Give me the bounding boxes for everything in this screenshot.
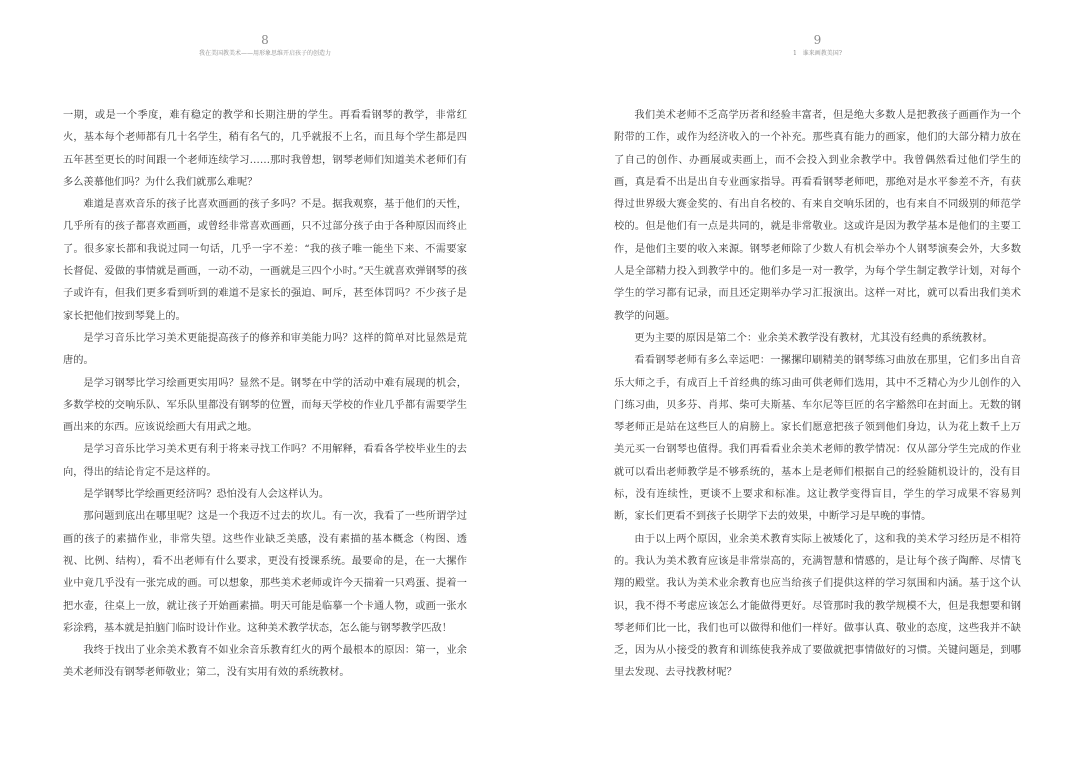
paragraph: 是学钢琴比学绘画更经济吗？恐怕没有人会这样认为。 bbox=[83, 489, 330, 501]
paragraph: 更为主要的原因是第二个：业余美术教学没有教材，尤其没有经典的系统教材。 bbox=[634, 332, 993, 344]
paragraph: 那问题到底出在哪里呢？这是一个我迈不过去的坎儿。有一次，我看了一些所谓学过画的孩子的素描作业，非常失望。这些作业缺乏美感，没有素描的基本概念（构图、透视、比例、结构），看不出老师有什么要求，更没有授课系统。最要命的是，在一大摞作业中竟几乎没有一张完成的画。可以想象，那些美术老师或许今天揣着一只鸡蛋、提着一把水壶，往桌上一放，就让孩子开始画素描。明天可能是临摹一个卡通人物，或画一张水彩涂鸦，基本就是拍脑门临时设计作业。这种美术教学状态，怎么能与钢琴教学匹敌！ bbox=[63, 511, 467, 634]
left-page bbox=[63, 0, 467, 762]
right-running-title: 1 谁来画教美国? bbox=[792, 50, 843, 57]
right-page bbox=[614, 0, 1021, 762]
paragraph: 难道是喜欢音乐的孩子比喜欢画画的孩子多吗？不是。据我观察，基于他们的天性，几乎所有的孩子都喜欢画画，或曾经非常喜欢画画，只不过部分孩子由于各种原因而终止了。很多家长都和我说过同一句话，几乎一字不差：“我的孩子唯一能坐下来、不需要家长督促、爱做的事情就是画画，一动不动，一画就是三四个小时。”天生就喜欢弹钢琴的孩子或许有，但我们更多看到听到的难道不是家长的强迫、呵斥，甚至体罚吗？不少孩子是家长把他们按到琴凳上的。 bbox=[63, 199, 467, 322]
paragraph: 看看钢琴老师有多么幸运吧：一摞摞印刷精美的钢琴练习曲放在那里，它们多出自音乐大师之手，有成百上千首经典的练习曲可供老师们选用，其中不乏精心为少儿创作的入门练习曲，贝多芬、肖邦、柴可夫斯基、车尔尼等巨匠的名字豁然印在封面上。无数的钢琴老师正是站在这些巨人的肩膀上。家长们愿意把孩子领到他们身边，认为花上数千上万美元买一台钢琴也值得。我们再看看业余美术老师的教学情况：仅从部分学生完成的作业就可以看出老师教学是不够系统的，基本上是老师们根据自己的经验随机设计的，没有目标，没有连续性，更谈不上要求和标准。这让教学变得盲目，学生的学习成果不容易判断，家长们更看不到孩子长期学下去的效果，中断学习是早晚的事情。 bbox=[614, 355, 1021, 523]
paragraph: 由于以上两个原因，业余美术教育实际上被矮化了，这和我的美术学习经历是不相符的。我认为美术教育应该是非常崇高的，充满智慧和情感的，是让每个孩子陶醉、尽情飞翔的殿堂。我认为美术业余教育也应当给孩子们提供这样的学习氛围和内涵。基于这个认识，我不得不考虑应该怎么才能做得更好。尽管那时我的教学规模不大，但是我想要和钢琴老师们比一比，我们也可以做得和他们一样好。做事认真、敬业的态度，这些我并不缺乏，因为从小接受的教育和训练使我养成了要做就把事情做好的习惯。关键问题是，到哪里去发现、去寻找教材呢？ bbox=[614, 533, 1021, 679]
left-page-number: 8 bbox=[261, 33, 269, 47]
left-running-title: 我在美国教美术——用形象思维开启孩子的创造力 bbox=[198, 50, 331, 57]
paragraph: 一期，或是一个季度，难有稳定的教学和长期注册的学生。再看看钢琴的教学，非常红火，基本每个老师都有几十名学生，稍有名气的，几乎就报不上名，而且每个学生都是四五年甚至更长的时间跟一个老师连续学习……那时我曾想，钢琴老师们知道美术老师们有多么羡慕他们吗？为什么我们就那么难呢？ bbox=[63, 110, 467, 188]
paragraph: 我终于找出了业余美术教育不如业余音乐教育红火的两个最根本的原因：第一，业余美术老师没有钢琴老师敬业；第二，没有实用有效的系统教材。 bbox=[63, 645, 467, 679]
paragraph: 我们美术老师不乏高学历者和经验丰富者，但是绝大多数人是把教孩子画画作为一个附带的工作，或作为经济收入的一个补充。那些真有能力的画家，他们的大部分精力放在了自己的创作、办画展或卖画上，而不会投入到业余教学中。我曾偶然看过他们学生的画，真是看不出是出自专业画家指导。再看看钢琴老师吧，那绝对是水平参差不齐，有获得过世界级大赛金奖的、有出自名校的、有来自交响乐团的，也有来自不同级别的师范学校的。但是他们有一点是共同的，就是非常敬业。这或许是因为教学基本是他们的主要工作，是他们主要的收入来源。钢琴老师除了少数人有机会举办个人钢琴演奏会外，大多数人是全部精力投入到教学中的。他们多是一对一教学，为每个学生制定教学计划，对每个学生的学习都有记录，而且还定期举办学习汇报演出。这样一对比，就可以看出我们美术教学的问题。 bbox=[614, 110, 1021, 322]
right-body-text bbox=[614, 105, 1021, 685]
left-body-text bbox=[63, 105, 467, 685]
right-page-header bbox=[614, 33, 1021, 58]
paragraph: 是学习钢琴比学习绘画更实用吗？显然不是。钢琴在中学的活动中难有展现的机会，多数学校的交响乐队、军乐队里都没有钢琴的位置，而每天学校的作业几乎都有需要学生画出来的东西。应该说绘画大有用武之地。 bbox=[63, 377, 467, 434]
paragraph: 是学习音乐比学习美术更能提高孩子的修养和审美能力吗？这样的简单对比显然是荒唐的。 bbox=[63, 332, 467, 367]
paragraph: 是学习音乐比学习美术更有利于将来寻找工作吗？不用解释，看看各学校毕业生的去向，得出的结论肯定不是这样的。 bbox=[63, 444, 467, 478]
left-page-header bbox=[63, 33, 467, 58]
right-page-number: 9 bbox=[813, 33, 822, 47]
